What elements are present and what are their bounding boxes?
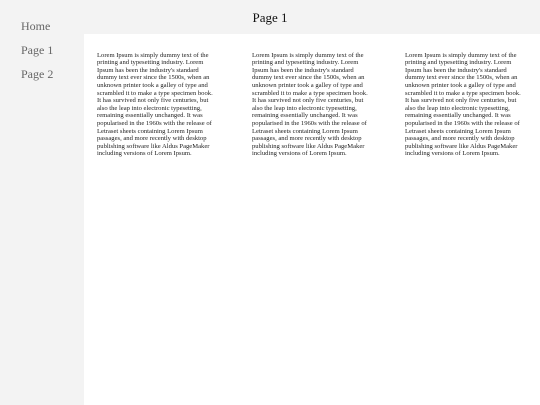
- main-content: [84, 34, 540, 405]
- sidebar-item-page-2[interactable]: Page 2: [21, 67, 54, 81]
- sidebar-item-home[interactable]: Home: [21, 19, 51, 33]
- header: [84, 0, 540, 34]
- sidebar: [0, 0, 84, 405]
- text-column-1: Lorem Ipsum is simply dummy text of the printing and typesetting industry. Lorem Ipsum has been the industry's standard dummy text ever since the 1500s, when an unknown printer took a galley of type and scrambled it to make a type specimen book. It has survived not only five centuries, but also the leap into electronic typesetting, remaining essentially unchanged. It was popularised in the 1960s with the release of Letraset sheets containing Lorem Ipsum passages, and more recently with desktop publishing software like Aldus PageMaker including versions of Lorem Ipsum.: [97, 51, 213, 158]
- page-title: Page 1: [252, 10, 288, 25]
- sidebar-item-page-1[interactable]: Page 1: [21, 43, 54, 57]
- text-column-2: Lorem Ipsum is simply dummy text of the printing and typesetting industry. Lorem Ipsum has been the industry's standard dummy text ever since the 1500s, when an unknown printer took a galley of type and scrambled it to make a type specimen book. It has survived not only five centuries, but also the leap into electronic typesetting, remaining essentially unchanged. It was popularised in the 1960s with the release of Letraset sheets containing Lorem Ipsum passages, and more recently with desktop publishing software like Aldus PageMaker including versions of Lorem Ipsum.: [252, 51, 368, 158]
- text-column-3: Lorem Ipsum is simply dummy text of the printing and typesetting industry. Lorem Ipsum has been the industry's standard dummy text ever since the 1500s, when an unknown printer took a galley of type and scrambled it to make a type specimen book. It has survived not only five centuries, but also the leap into electronic typesetting, remaining essentially unchanged. It was popularised in the 1960s with the release of Letraset sheets containing Lorem Ipsum passages, and more recently with desktop publishing software like Aldus PageMaker including versions of Lorem Ipsum.: [405, 51, 521, 158]
